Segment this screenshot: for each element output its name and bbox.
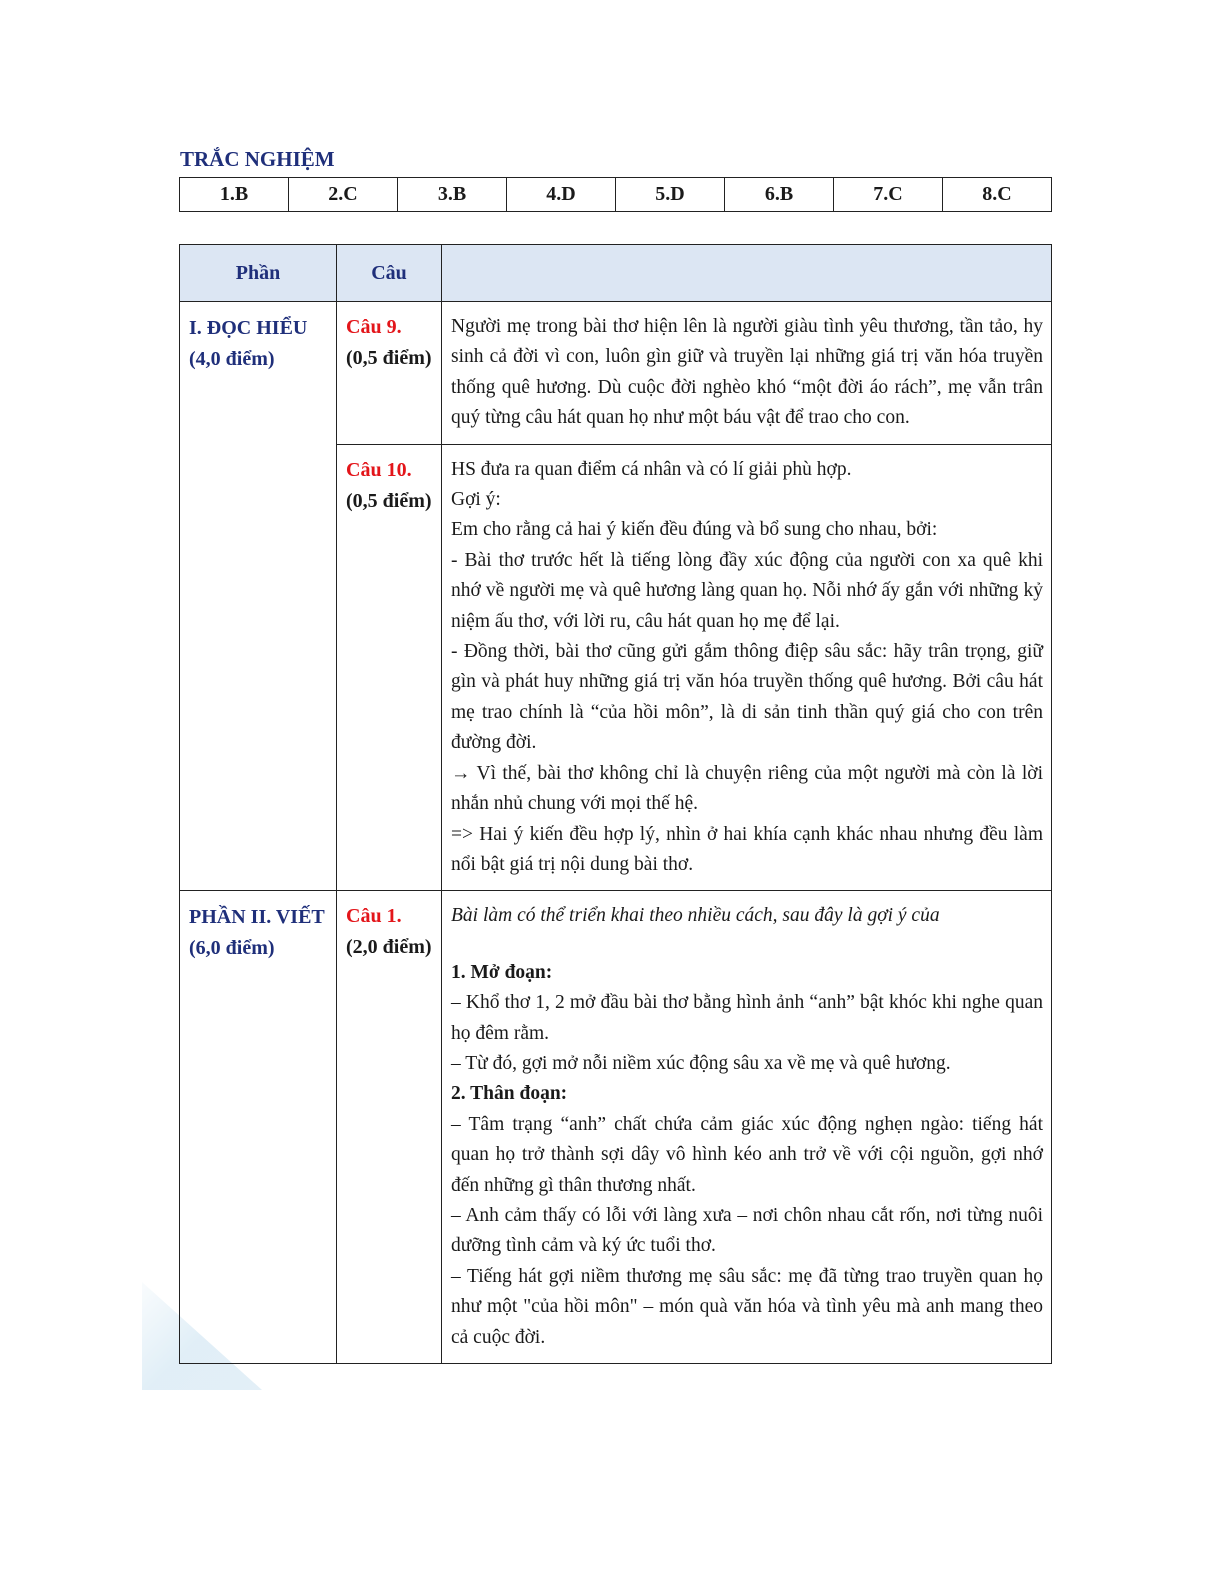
q1-label: Câu 1. [346, 905, 402, 928]
answer-cell: 3.B [398, 178, 507, 212]
q1-answer [442, 891, 1052, 1364]
q10-cell [337, 444, 442, 891]
q10-line: Em cho rằng cả hai ý kiến đều đúng và bổ sung cho nhau, bởi: [451, 519, 938, 541]
answer-cell: 8.C [943, 178, 1052, 212]
q10-line: Gợi ý: [451, 489, 501, 511]
q10-answer [442, 444, 1052, 891]
q9-answer [442, 302, 1052, 445]
part2-cell [180, 891, 337, 1364]
part2-points: (6,0 điểm) [189, 937, 275, 960]
answer-cell: 7.C [834, 178, 943, 212]
than-doan-item: – Anh cảm thấy có lỗi với làng xưa – nơi chôn nhau cắt rốn, nơi từng nuôi dưỡng tình cảm và ký ức tuổi thơ. [451, 1204, 1043, 1257]
q1-points: (2,0 điểm) [346, 936, 432, 959]
part1-points: (4,0 điểm) [189, 348, 275, 370]
header-part: Phần [180, 245, 337, 302]
answer-cell: 4.D [507, 178, 616, 212]
table-header-row [180, 245, 1052, 302]
q10-points: (0,5 điểm) [346, 489, 432, 512]
answer-key-table [179, 244, 1052, 1364]
q10-line: => Hai ý kiến đều hợp lý, nhìn ở hai khía cạnh khác nhau nhưng đều làm nổi bật giá trị nội dung bài thơ. [451, 823, 1043, 875]
q1-intro: Bài làm có thể triển khai theo nhiều cách, sau đây là gợi ý của [451, 905, 940, 927]
mo-doan-item: – Khổ thơ 1, 2 mở đầu bài thơ bằng hình ảnh “anh” bật khóc khi nghe quan họ đêm rằm. [451, 992, 1043, 1044]
header-content [442, 245, 1052, 302]
answer-cell: 2.C [289, 178, 398, 212]
q10-label: Câu 10. [346, 458, 412, 481]
mo-doan-heading: 1. Mở đoạn: [451, 961, 553, 983]
part1-cell [180, 302, 337, 891]
mo-doan-item: – Từ đó, gợi mở nỗi niềm xúc động sâu xa về mẹ và quê hương. [451, 1052, 951, 1074]
q9-cell [337, 302, 442, 445]
q10-line: - Bài thơ trước hết là tiếng lòng đầy xúc động của người con xa quê khi nhớ về người mẹ và quê hương làng quan họ. Nỗi nhớ ấy gắn với những kỷ niệm ấu thơ, với lời ru, câu hát quan họ mẹ để lại. [451, 549, 1043, 632]
answer-cell: 1.B [180, 178, 289, 212]
multiple-choice-title: TRẮC NGHIỆM [180, 147, 335, 171]
answer-cell: 5.D [616, 178, 725, 212]
than-doan-heading: 2. Thân đoạn: [451, 1083, 568, 1105]
multiple-choice-answer-table [179, 177, 1052, 212]
part2-name: PHẦN II. VIẾT [189, 906, 325, 929]
answer-cell: 6.B [725, 178, 834, 212]
q10-line: HS đưa ra quan điểm cá nhân và có lí giải phù hợp. [451, 458, 852, 480]
than-doan-item: – Tiếng hát gợi niềm thương mẹ sâu sắc: mẹ đã từng trao truyền quan họ như một "của hồi môn" – món quà văn hóa và tình yêu mà anh mang theo cả cuộc đời. [451, 1265, 1043, 1348]
part1-name: I. ĐỌC HIỂU [189, 317, 308, 339]
than-doan-item: – Tâm trạng “anh” chất chứa cảm giác xúc động nghẹn ngào: tiếng hát quan họ trở thành sợi dây vô hình kéo anh trở về với cội nguồn, gợi nhớ đến những gì thân thương nhất. [451, 1113, 1043, 1196]
q9-answer-text: Người mẹ trong bài thơ hiện lên là người giàu tình yêu thương, tần tảo, hy sinh cả đời vì con, luôn gìn giữ và truyền lại những giá trị văn hóa truyền thống quê hương. Dù cuộc đời nghèo khó “một đời áo rách”, mẹ vẫn trân quý từng câu hát quan họ như một báu vật để trao cho con. [451, 316, 1043, 429]
table-row [180, 302, 1052, 445]
q10-line: → Vì thế, bài thơ không chỉ là chuyện riêng của một người mà còn là lời nhắn nhủ chung với mọi thế hệ. [451, 762, 1043, 815]
table-row [180, 891, 1052, 1364]
q9-label: Câu 9. [346, 316, 402, 338]
q9-points: (0,5 điểm) [346, 347, 432, 369]
spacer [451, 932, 1043, 958]
q1-cell [337, 891, 442, 1364]
header-question: Câu [337, 245, 442, 302]
answer-row [180, 178, 1052, 212]
q10-line: - Đồng thời, bài thơ cũng gửi gắm thông điệp sâu sắc: hãy trân trọng, giữ gìn và phát huy những giá trị văn hóa truyền thống quê hương. Bởi câu hát mẹ trao chính là “của hồi môn”, là di sản tinh thần quý giá cho con trên đường đời. [451, 641, 1043, 754]
